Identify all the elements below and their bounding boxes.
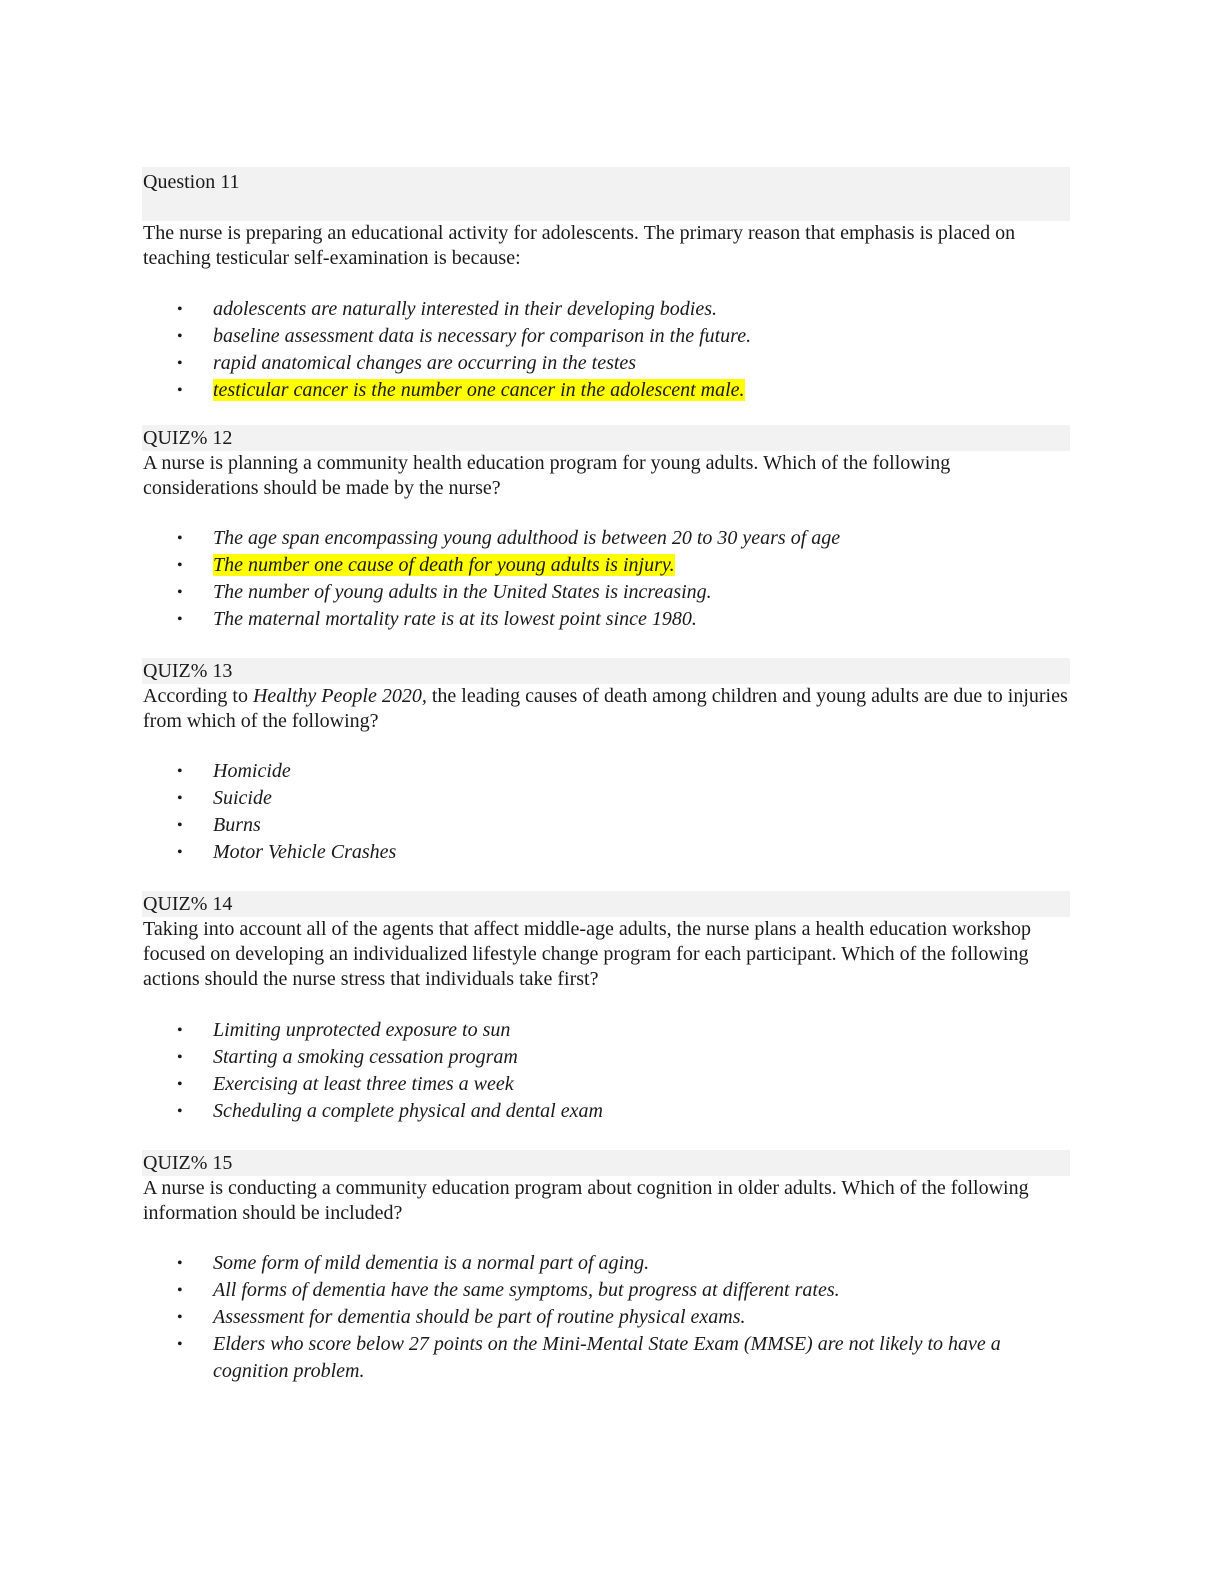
question-stem: A nurse is planning a community health education program for young adults. Which of the following considerations should be made by the nurse? <box>143 452 951 499</box>
bullet-icon: • <box>177 1022 183 1039</box>
answer-options <box>142 1250 1070 1385</box>
answer-option-text: baseline assessment data is necessary for comparison in the future. <box>213 325 752 347</box>
question-block-12 <box>142 425 1070 633</box>
answer-option-text: Motor Vehicle Crashes <box>213 841 397 863</box>
bullet-icon: • <box>177 301 183 318</box>
answer-options <box>142 758 1070 866</box>
bullet-icon: • <box>177 382 183 399</box>
bullet-icon: • <box>177 1309 183 1326</box>
answer-option-text: Scheduling a complete physical and dental exam <box>213 1100 603 1122</box>
bullet-icon: • <box>177 817 183 834</box>
answer-option[interactable] <box>142 812 1070 839</box>
question-header: QUIZ% 15 <box>142 1150 1070 1176</box>
question-block-15 <box>142 1150 1070 1385</box>
answer-options <box>142 525 1070 633</box>
question-header: QUIZ% 14 <box>142 891 1070 917</box>
bullet-icon: • <box>177 1255 183 1272</box>
highlighted-answer-text: The number one cause of death for young adults is injury. <box>213 554 675 576</box>
question-stem: A nurse is conducting a community education program about cognition in older adults. Which of the following information should be included? <box>143 1177 1029 1224</box>
answer-option-correct[interactable] <box>142 552 1070 579</box>
answer-option[interactable] <box>142 1304 1070 1331</box>
stem-text: the leading causes of death among children and young adults are due to injuries from which of the following? <box>143 685 1068 732</box>
answer-option[interactable] <box>142 1071 1070 1098</box>
answer-option-text: Homicide <box>213 760 291 782</box>
bullet-icon: • <box>177 763 183 780</box>
question-stem: The nurse is preparing an educational activity for adolescents. The primary reason that emphasis is placed on teaching testicular self-examination is because: <box>143 222 1016 269</box>
answer-option-text: adolescents are naturally interested in their developing bodies. <box>213 298 717 320</box>
answer-option[interactable] <box>142 1044 1070 1071</box>
answer-option-text: Some form of mild dementia is a normal part of aging. <box>213 1252 650 1274</box>
answer-option-text: The age span encompassing young adulthood is between 20 to 30 years of age <box>213 527 841 549</box>
answer-option[interactable] <box>142 758 1070 785</box>
answer-option-text: Exercising at least three times a week <box>213 1073 514 1095</box>
answer-option-text: The maternal mortality rate is at its lowest point since 1980. <box>213 608 697 630</box>
bullet-icon: • <box>177 844 183 861</box>
answer-option-text: Starting a smoking cessation program <box>213 1046 518 1068</box>
bullet-icon: • <box>177 611 183 628</box>
answer-option[interactable] <box>142 1098 1070 1125</box>
answer-option-text: Suicide <box>213 787 272 809</box>
bullet-icon: • <box>177 328 183 345</box>
question-block-14 <box>142 891 1070 1125</box>
answer-option[interactable] <box>142 1277 1070 1304</box>
question-header: Question 11 <box>142 167 1070 221</box>
bullet-icon: • <box>177 557 183 574</box>
answer-option-text: rapid anatomical changes are occurring in the testes <box>213 352 637 374</box>
stem-text: According to <box>143 685 253 707</box>
answer-option-correct[interactable] <box>142 377 1070 404</box>
answer-option-text: Burns <box>213 814 261 836</box>
answer-options <box>142 1017 1070 1125</box>
bullet-icon: • <box>177 1049 183 1066</box>
bullet-icon: • <box>177 1103 183 1120</box>
bullet-icon: • <box>177 790 183 807</box>
question-block-13 <box>142 658 1070 866</box>
highlighted-answer-text: testicular cancer is the number one cancer in the adolescent male. <box>213 379 745 401</box>
question-block-11 <box>142 167 1070 404</box>
bullet-icon: • <box>177 1076 183 1093</box>
question-stem <box>142 684 1070 734</box>
answer-option[interactable] <box>142 1017 1070 1044</box>
answer-option[interactable] <box>142 1250 1070 1277</box>
bullet-icon: • <box>177 1336 183 1353</box>
bullet-icon: • <box>177 530 183 547</box>
answer-option[interactable] <box>142 350 1070 377</box>
question-stem: Taking into account all of the agents that affect middle-age adults, the nurse plans a health education workshop focused on developing an individualized lifestyle change program for each participant. Which of the following actions should the nurse stress that individuals take first? <box>143 918 1031 990</box>
answer-options <box>142 296 1070 404</box>
answer-option[interactable] <box>142 606 1070 633</box>
question-header: QUIZ% 13 <box>142 658 1070 684</box>
answer-option-text: The number of young adults in the United States is increasing. <box>213 581 712 603</box>
bullet-icon: • <box>177 584 183 601</box>
answer-option[interactable] <box>142 323 1070 350</box>
answer-option-text: All forms of dementia have the same symptoms, but progress at different rates. <box>213 1279 840 1301</box>
answer-option[interactable] <box>142 296 1070 323</box>
answer-option-text: Elders who score below 27 points on the Mini-Mental State Exam (MMSE) are not likely to have a cognition problem. <box>213 1333 1001 1382</box>
question-header: QUIZ% 12 <box>142 425 1070 451</box>
answer-option[interactable] <box>142 1331 1070 1385</box>
stem-italic-title: Healthy People 2020, <box>252 685 427 707</box>
answer-option[interactable] <box>142 839 1070 866</box>
answer-option[interactable] <box>142 785 1070 812</box>
bullet-icon: • <box>177 355 183 372</box>
bullet-icon: • <box>177 1282 183 1299</box>
answer-option-text: Limiting unprotected exposure to sun <box>213 1019 511 1041</box>
answer-option[interactable] <box>142 579 1070 606</box>
answer-option[interactable] <box>142 525 1070 552</box>
answer-option-text: Assessment for dementia should be part of routine physical exams. <box>213 1306 746 1328</box>
